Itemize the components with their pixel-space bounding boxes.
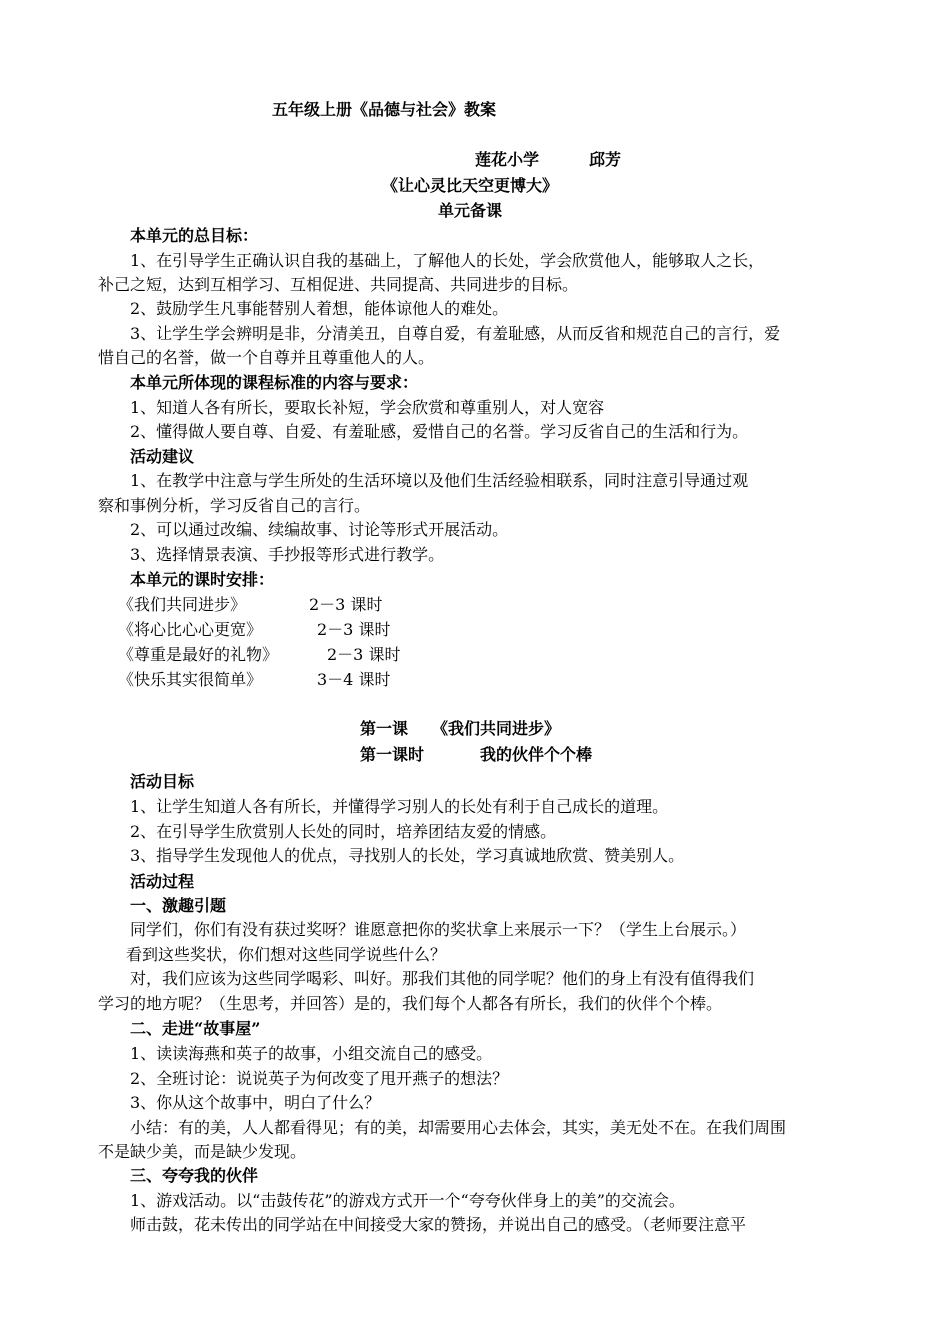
standard-line: 2、懂得做人要自尊、自爱、有羞耻感，爱惜自己的名誉。学习反省自己的生活和行为。 — [130, 422, 749, 441]
goal-line: 1、在引导学生正确认识自我的基础上，了解他人的长处，学会欣赏他人，能够取人之长， — [130, 251, 765, 270]
step-heading: 一、激趣引题 — [130, 896, 227, 915]
schedule-item-hours: 3－4 课时 — [317, 670, 391, 689]
goals-heading: 本单元的总目标： — [130, 226, 259, 245]
schedule-item-title: 《我们共同进步》 — [118, 595, 247, 614]
objective-line: 2、在引导学生欣赏别人长处的同时，培养团结友爱的情感。 — [130, 822, 557, 841]
step-line: 看到这些奖状，你们想对这些同学说些什么？ — [126, 945, 447, 964]
schedule-item-hours: 2－3 课时 — [309, 595, 383, 614]
schedule-item-title: 《尊重是最好的礼物》 — [118, 645, 279, 664]
standards-heading: 本单元所体现的课程标准的内容与要求： — [130, 373, 419, 392]
step-line: 1、游戏活动。以“击鼓传花”的游戏方式开一个“夸夸伙伴身上的美”的交流会。 — [130, 1191, 685, 1210]
document-title: 五年级上册《品德与社会》教案 — [272, 100, 497, 119]
schedule-item-hours: 2－3 课时 — [327, 645, 401, 664]
schedule-heading: 本单元的课时安排： — [130, 570, 275, 589]
step-line: 师击鼓，花未传出的同学站在中间接受大家的赞扬，并说出自己的感受。（老师要注意平 — [130, 1215, 747, 1234]
goal-line: 2、鼓励学生凡事能替别人着想，能体谅他人的难处。 — [130, 299, 509, 318]
goal-line: 补己之短，达到互相学习、互相促进、共同提高、共同进步的目标。 — [98, 275, 579, 294]
schedule-item-title: 《快乐其实很简单》 — [118, 670, 263, 689]
lesson-number: 第一课 — [360, 719, 409, 738]
unit-title: 《让心灵比天空更博大》 — [382, 176, 559, 195]
goal-line: 惜自己的名誉，做一个自尊并且尊重他人的人。 — [98, 348, 435, 367]
standard-line: 1、知道人各有所长，要取长补短，学会欣赏和尊重别人，对人宽容 — [130, 398, 605, 417]
suggestions-heading: 活动建议 — [130, 447, 195, 466]
objective-line: 1、让学生知道人各有所长，并懂得学习别人的长处有利于自己成长的道理。 — [130, 797, 669, 816]
schedule-item-title: 《将心比心心更宽》 — [118, 620, 263, 639]
suggestion-line: 1、在教学中注意与学生所处的生活环境以及他们生活经验相联系，同时注意引导通过观 — [130, 471, 749, 490]
step-line: 对，我们应该为这些同学喝彩、叫好。那我们其他的同学呢？他们的身上有没有值得我们 — [130, 969, 755, 988]
suggestion-line: 察和事例分析，学习反省自己的言行。 — [98, 496, 371, 515]
step-heading: 三、夸夸我的伙伴 — [130, 1166, 259, 1185]
step-line: 小结：有的美，人人都看得见；有的美，却需要用心去体会，其实，美无处不在。在我们周围 — [130, 1118, 787, 1137]
goal-line: 3、让学生学会辨明是非，分清美丑，自尊自爱，有羞耻感，从而反省和规范自己的言行，爱 — [130, 324, 781, 343]
unit-subtitle: 单元备课 — [438, 201, 503, 220]
step-line: 不是缺少美，而是缺少发现。 — [98, 1142, 307, 1161]
suggestion-line: 2、可以通过改编、续编故事、讨论等形式开展活动。 — [130, 520, 509, 539]
step-line: 3、你从这个故事中，明白了什么？ — [130, 1093, 381, 1112]
period-title: 我的伙伴个个棒 — [480, 745, 593, 764]
lesson-title: 《我们共同进步》 — [432, 719, 561, 738]
step-line: 2、全班讨论：说说英子为何改变了甩开燕子的想法？ — [130, 1069, 509, 1088]
suggestion-line: 3、选择情景表演、手抄报等形式进行教学。 — [130, 545, 445, 564]
step-line: 学习的地方呢？（生思考，并回答）是的，我们每个人都各有所长，我们的伙伴个个棒。 — [98, 994, 723, 1013]
lesson-heading — [360, 719, 560, 739]
author-school: 莲花小学 — [475, 150, 540, 169]
process-heading: 活动过程 — [130, 872, 195, 891]
period-heading — [360, 745, 592, 765]
author-line — [475, 150, 621, 170]
step-heading: 二、走进“故事屋” — [130, 1019, 261, 1038]
schedule-item-hours: 2－3 课时 — [317, 620, 391, 639]
objectives-heading: 活动目标 — [130, 772, 195, 791]
step-line: 1、读读海燕和英子的故事，小组交流自己的感受。 — [130, 1044, 493, 1063]
objective-line: 3、指导学生发现他人的优点，寻找别人的长处，学习真诚地欣赏、赞美别人。 — [130, 846, 685, 865]
period-number: 第一课时 — [360, 745, 425, 764]
author-name: 邱芳 — [589, 150, 622, 169]
step-line: 同学们，你们有没有获过奖呀？谁愿意把你的奖状拿上来展示一下？（学生上台展示。） — [130, 920, 747, 939]
